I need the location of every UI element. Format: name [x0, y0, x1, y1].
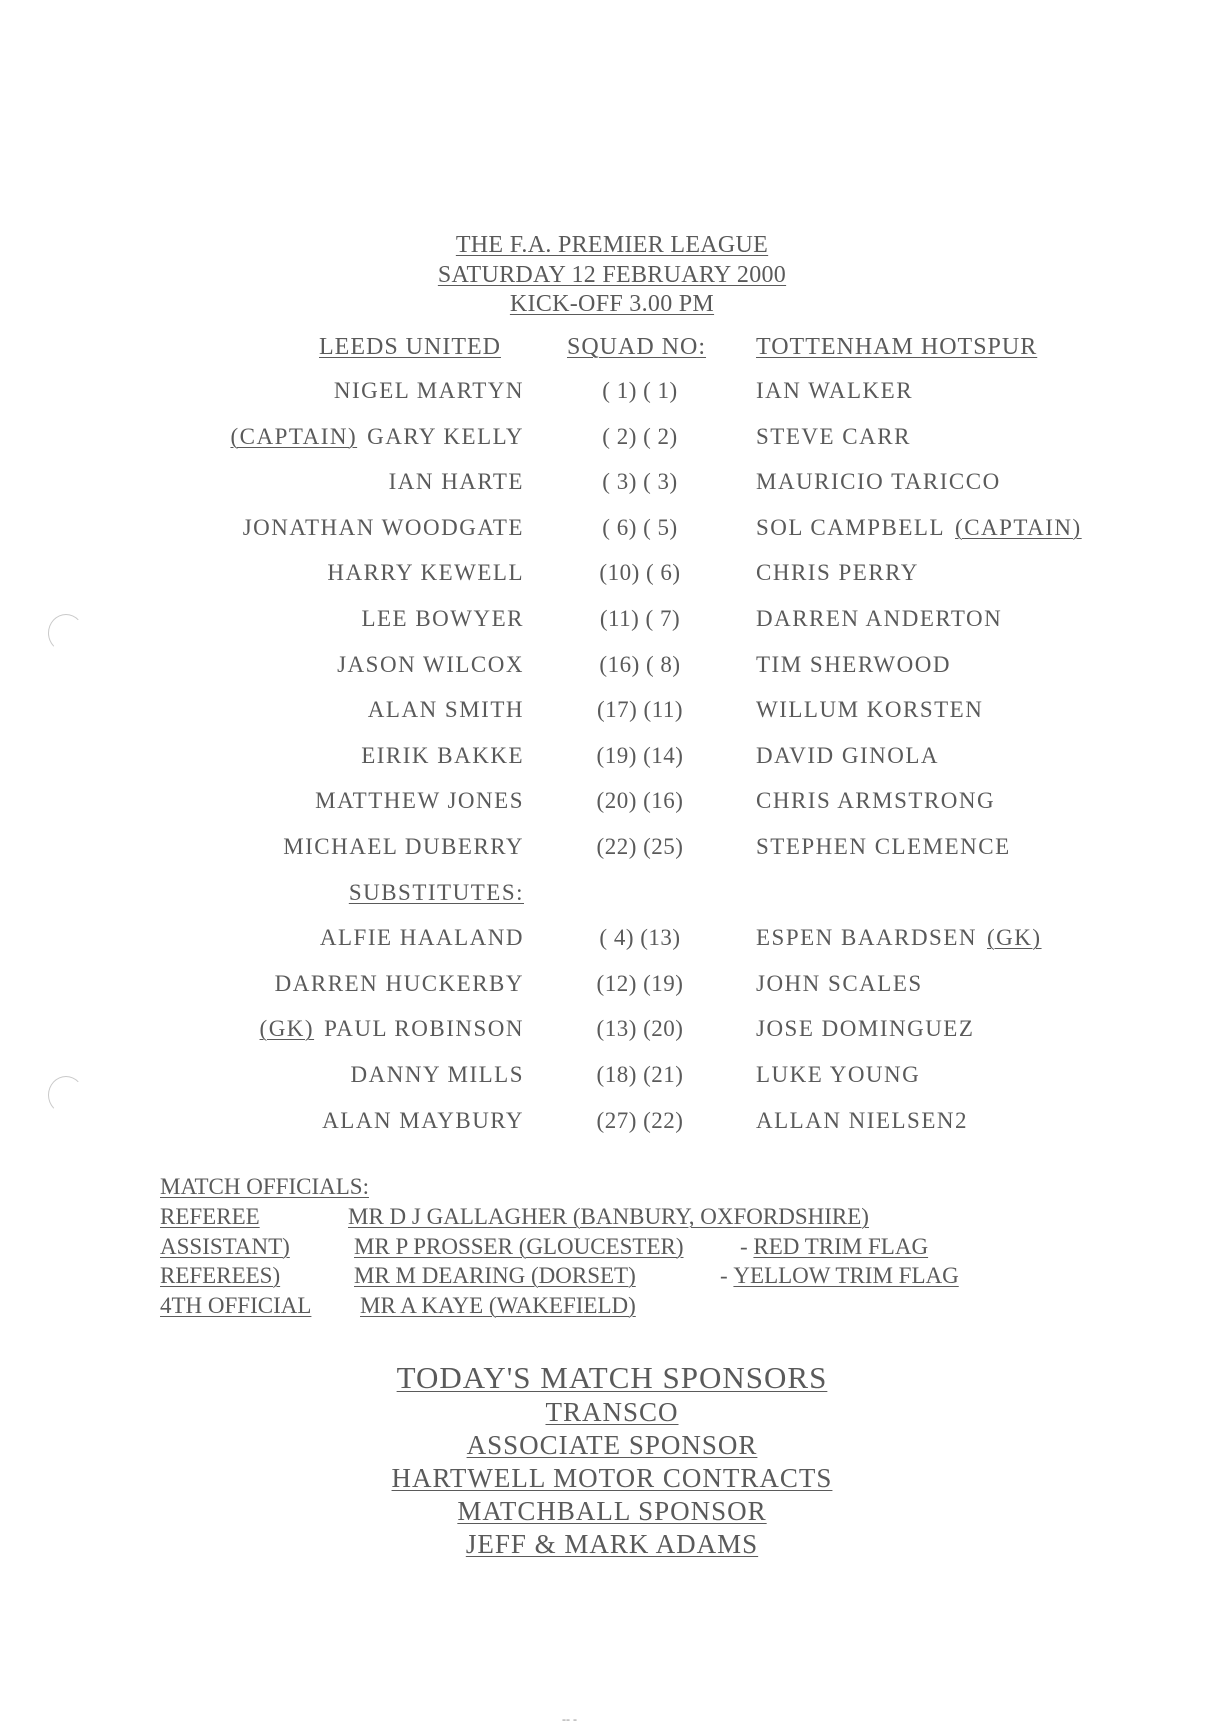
lineup-row [0, 646, 1224, 692]
home-player: JASON WILCOX [337, 651, 524, 677]
referee-name: MR D J GALLAGHER (BANBURY, OXFORDSHIRE) [348, 1204, 869, 1229]
goalkeeper-tag: (GK) [987, 925, 1042, 951]
home-player: EIRIK BAKKE [361, 742, 524, 768]
assistant-name-1: MR P PROSSER (GLOUCESTER) [354, 1233, 684, 1259]
league-title: THE F.A. PREMIER LEAGUE [455, 232, 769, 258]
match-date: SATURDAY 12 FEBRUARY 2000 [437, 262, 787, 288]
lineup-row [0, 782, 1224, 828]
home-team-heading: LEEDS UNITED [319, 334, 501, 360]
squad-numbers: ( 6) ( 5) [602, 514, 678, 540]
away-player: STEVE CARR [756, 423, 911, 449]
fourth-official-row [160, 1292, 636, 1323]
kick-off-time: KICK-OFF 3.00 PM [509, 291, 715, 317]
away-player: CHRIS ARMSTRONG [756, 788, 996, 814]
away-player: MAURICIO TARICCO [756, 469, 1001, 495]
home-substitute: DARREN HUCKERBY [274, 970, 524, 996]
home-player: NIGEL MARTYN [333, 378, 524, 403]
away-substitute: JOSE DOMINGUEZ [756, 1016, 975, 1042]
match-sponsor: TRANSCO [545, 1397, 679, 1427]
squad-numbers: (27) (22) [596, 1107, 684, 1133]
goalkeeper-tag: (GK) [259, 1016, 315, 1042]
associate-sponsor-label: ASSOCIATE SPONSOR [466, 1430, 758, 1460]
yellow-trim-flag: YELLOW TRIM FLAG [733, 1263, 959, 1288]
home-player: IAN HARTE [388, 469, 524, 495]
assistant-name-2: MR M DEARING (DORSET) [354, 1263, 636, 1288]
assistant-row-1 [160, 1233, 929, 1264]
home-player: ALAN SMITH [367, 697, 524, 723]
squad-numbers: (19) (14) [596, 742, 684, 768]
lineup-row [0, 372, 1224, 418]
assistant-row-2 [160, 1263, 959, 1293]
matchball-sponsor-label: MATCHBALL SPONSOR [457, 1496, 767, 1526]
flag-dash: - [720, 1263, 728, 1288]
away-player: DARREN ANDERTON [756, 605, 1003, 631]
substitute-row [0, 1102, 1224, 1148]
squad-numbers: (13) (20) [596, 1016, 684, 1042]
substitute-row [0, 1056, 1224, 1102]
home-substitute: (GK) PAUL ROBINSON [259, 1016, 524, 1042]
lineup-row [0, 600, 1224, 646]
page-footer-mark: -- - [562, 1712, 577, 1726]
away-substitute: ESPEN BAARDSEN (GK) [756, 925, 1042, 951]
squad-numbers: (12) (19) [596, 970, 684, 996]
squad-numbers: ( 4) (13) [599, 925, 681, 951]
home-player: LEE BOWYER [361, 605, 524, 631]
squad-numbers: (17) (11) [596, 697, 684, 723]
matchball-sponsor: JEFF & MARK ADAMS [465, 1529, 759, 1559]
squad-numbers: ( 1) ( 1) [602, 378, 678, 403]
squad-numbers: (16) ( 8) [599, 651, 681, 677]
lineup-row [0, 828, 1224, 874]
substitute-row [0, 919, 1224, 965]
assistant-label-1: ASSISTANT) [160, 1233, 290, 1259]
substitute-row [0, 1010, 1224, 1056]
fourth-official-name: MR A KAYE (WAKEFIELD) [360, 1292, 636, 1318]
away-substitute: LUKE YOUNG [756, 1061, 921, 1087]
squad-number-heading: SQUAD NO: [567, 334, 707, 360]
home-player: JONATHAN WOODGATE [242, 514, 524, 540]
lineup-row [0, 509, 1224, 555]
associate-sponsor: HARTWELL MOTOR CONTRACTS [391, 1463, 833, 1493]
away-player: IAN WALKER [756, 378, 914, 403]
referee-label: REFEREE [160, 1204, 260, 1229]
captain-tag: (CAPTAIN) [230, 423, 358, 449]
home-player: MICHAEL DUBERRY [283, 833, 524, 859]
lineup-row [0, 463, 1224, 509]
home-substitute: DANNY MILLS [350, 1061, 524, 1087]
sponsors-section [0, 1360, 1224, 1561]
squad-numbers: ( 3) ( 3) [602, 469, 678, 495]
away-player: TIM SHERWOOD [756, 651, 951, 677]
home-substitute: ALAN MAYBURY [322, 1107, 524, 1133]
squad-numbers: (11) ( 7) [599, 605, 681, 631]
away-player: DAVID GINOLA [756, 742, 940, 768]
red-trim-flag: RED TRIM FLAG [753, 1233, 929, 1259]
lineup-row [0, 691, 1224, 737]
squad-numbers: ( 2) ( 2) [602, 423, 678, 449]
squad-numbers: (22) (25) [596, 833, 684, 859]
substitute-row [0, 965, 1224, 1011]
flag-dash: - [740, 1233, 748, 1259]
away-player: WILLUM KORSTEN [756, 697, 984, 723]
lineup-row [0, 418, 1224, 464]
away-player: SOL CAMPBELL (CAPTAIN) [756, 514, 1082, 540]
squad-numbers: (18) (21) [596, 1061, 684, 1087]
home-substitute: ALFIE HAALAND [319, 925, 524, 951]
captain-tag: (CAPTAIN) [955, 514, 1082, 540]
officials-heading: MATCH OFFICIALS: [160, 1174, 369, 1199]
squad-numbers: (20) (16) [596, 788, 684, 814]
substitutes-heading-row [0, 874, 1224, 920]
match-officials [160, 1174, 959, 1322]
assistant-label-2: REFEREES) [160, 1263, 281, 1288]
lineup-row [0, 554, 1224, 600]
home-player: HARRY KEWELL [327, 560, 524, 586]
sponsors-heading: TODAY'S MATCH SPONSORS [396, 1360, 828, 1395]
squad-numbers: (10) ( 6) [599, 560, 681, 586]
fourth-official-label: 4TH OFFICIAL [160, 1292, 312, 1318]
away-player: STEPHEN CLEMENCE [756, 833, 1011, 859]
home-player: (CAPTAIN) GARY KELLY [230, 423, 524, 449]
lineup-row [0, 737, 1224, 783]
lineup-table [0, 372, 1224, 1147]
away-team-heading: TOTTENHAM HOTSPUR [756, 334, 1038, 360]
away-substitute: ALLAN NIELSEN2 [756, 1107, 968, 1133]
substitutes-heading: SUBSTITUTES: [348, 879, 524, 905]
referee-row [160, 1204, 869, 1234]
away-substitute: JOHN SCALES [756, 970, 923, 996]
away-player: CHRIS PERRY [756, 560, 919, 586]
home-player: MATTHEW JONES [315, 788, 524, 814]
